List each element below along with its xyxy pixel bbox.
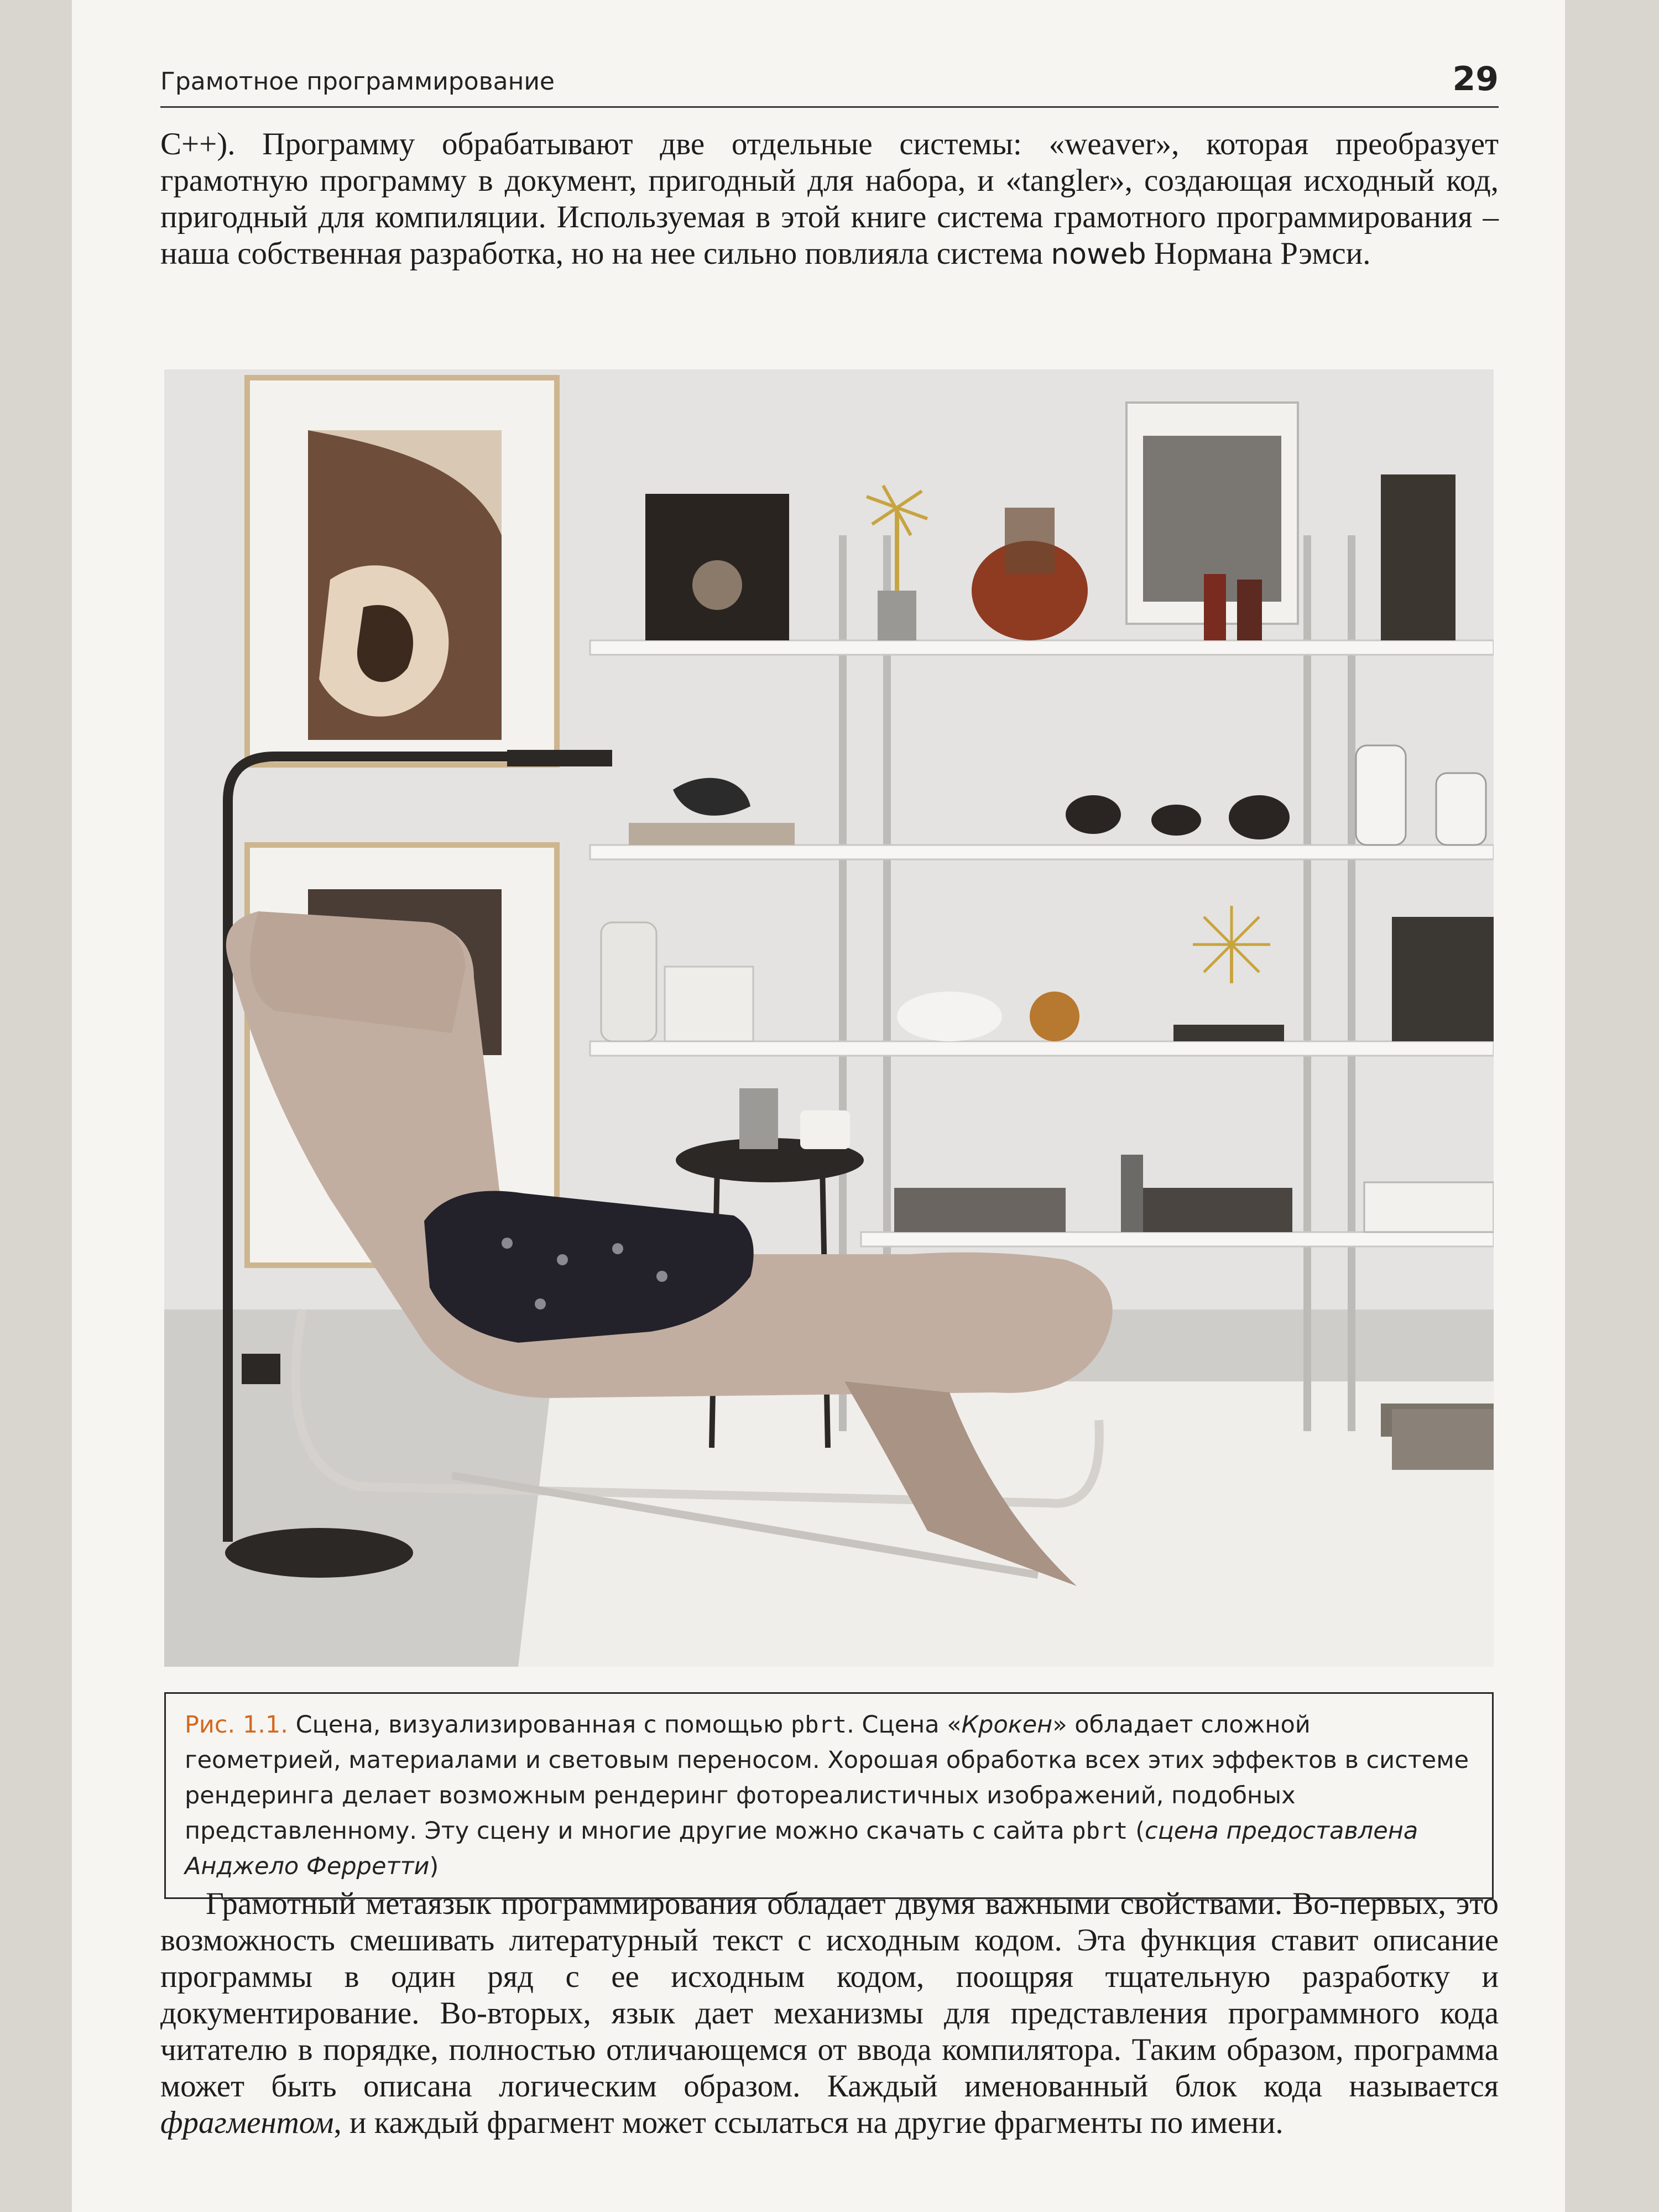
paragraph-top-text-2: Нормана Рэмси.	[1146, 236, 1371, 271]
paragraph-bottom-text-2: , и каждый фрагмент может ссылаться на другие фрагменты по имени.	[333, 2105, 1284, 2140]
paragraph-bottom-text-1: Грамотный метаязык программирования обладает двумя важными свойствами. Во-первых, это возможность смешивать литературный текст с исходным кодом. Эта функция ставит описание программы в один ряд с ее исходным кодом, поощряя тщательную разработку и документирование. Во-вторых, язык дает механизмы для представления программного кода читателю в порядке, полностью отличающемся от ввода компилятора. Таким образом, программа может быть описана логическим образом. Каждый именованный блок кода называется	[160, 1886, 1499, 2104]
page-header	[160, 60, 1499, 109]
figure-photo-kroken-scene	[164, 369, 1494, 1667]
running-head: Грамотное программирование	[160, 67, 555, 96]
figure-label: Рис. 1.1.	[185, 1711, 288, 1739]
noweb-term: noweb	[1051, 238, 1146, 271]
paragraph-top	[160, 126, 1499, 273]
caption-text-4: (	[1128, 1817, 1145, 1845]
paragraph-top-text-1: С++). Программу обрабатывают две отдельные системы: «weaver», которая преобразует грамотную программу в документ, пригодный для набора, и «tangler», создающая исходный код, пригодный для компиляции. Используемая в этой книге система грамотного программирования – наша собственная разработка, но на нее сильно повлияла система	[160, 127, 1499, 271]
paragraph-bottom	[160, 1886, 1499, 2141]
caption-text-3: » обладает сложной геометрией, материалами и световым переносом. Хорошая обработка всех этих эффектов в системе рендеринга делает возможным рендеринг фотореалистичных изображений, подобных представленному. Эту сцену и многие другие можно скачать с сайта	[185, 1711, 1469, 1845]
header-rule	[160, 106, 1499, 108]
figure-caption	[164, 1692, 1494, 1899]
page-number: 29	[1452, 60, 1499, 98]
caption-text-2: . Сцена «	[847, 1711, 962, 1739]
caption-text-5: )	[429, 1853, 439, 1880]
pbrt-term-2: pbrt	[1072, 1817, 1128, 1844]
scene-credit: сцена предоставлена Анджело Ферретти	[185, 1817, 1418, 1880]
fragment-term: фрагментом	[160, 2105, 334, 2140]
scene-name: Крокен	[961, 1711, 1053, 1739]
caption-text-1: Сцена, визуализированная с помощью	[288, 1711, 791, 1739]
pbrt-term-1: pbrt	[790, 1711, 847, 1738]
